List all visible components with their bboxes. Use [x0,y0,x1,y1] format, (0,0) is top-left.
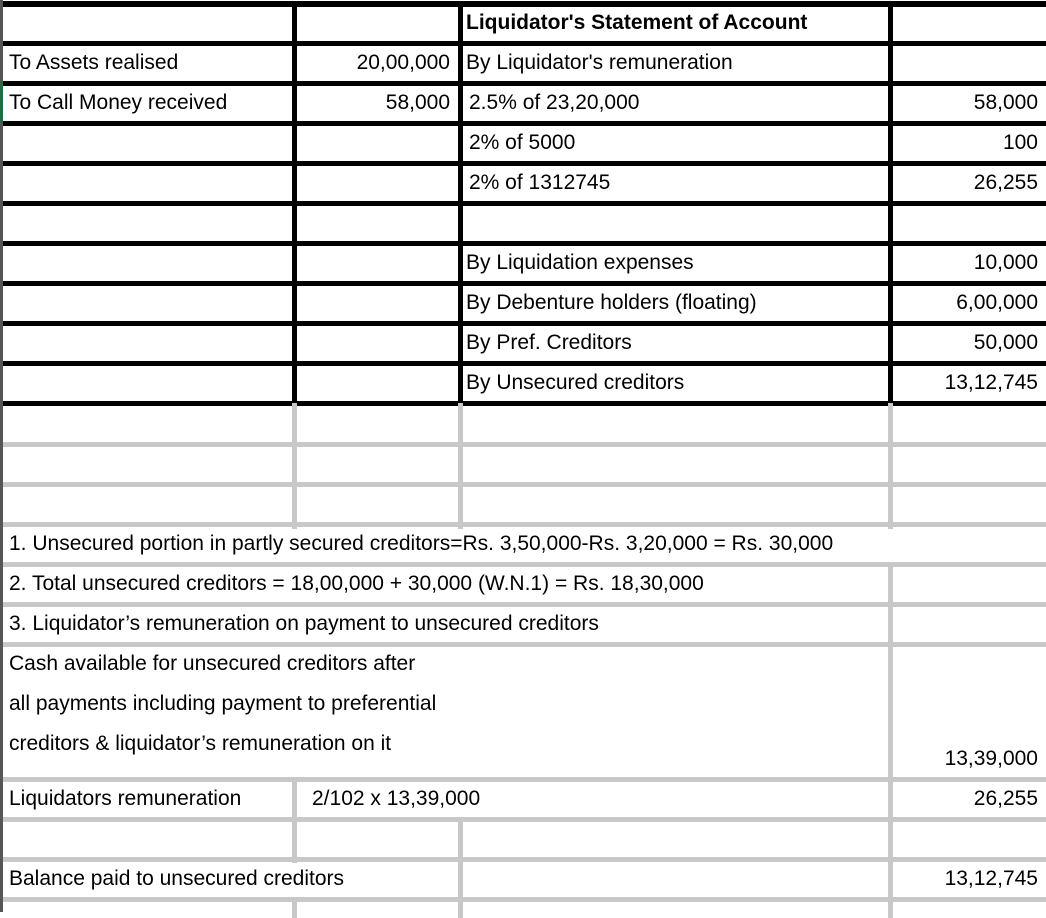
remuneration-formula[interactable]: 2/102 x 13,39,000 [312,787,481,810]
cell-desc[interactable]: 2% of 5000 [469,131,576,154]
gridline [292,897,297,918]
balance-label[interactable]: Balance paid to unsecured creditors [9,867,345,890]
cash-available-line-3: creditors & liquidator’s remuneration on it [9,732,392,755]
working-note-3[interactable]: 3. Liquidator’s remuneration on payment to unsecured creditors [9,612,599,635]
gridline [292,403,297,529]
cash-available-line-1: Cash available for unsecured creditors after [9,652,416,675]
cell-desc[interactable]: By Pref. Creditors [466,331,632,354]
cell-desc[interactable]: By Liquidator's remuneration [466,51,733,74]
cell-value[interactable]: 100 [1002,131,1038,154]
cell-desc[interactable]: 2.5% of 23,20,000 [469,91,640,114]
cell-desc[interactable]: By Debenture holders (floating) [466,291,757,314]
gridline [458,403,463,529]
cell-value[interactable]: 50,000 [973,331,1038,354]
cell-value[interactable]: 6,00,000 [956,291,1038,314]
cell-value[interactable]: 13,12,745 [944,371,1038,394]
cell-label[interactable]: To Assets realised [9,51,179,74]
gridline [888,403,893,529]
cell-desc[interactable]: By Unsecured creditors [466,371,685,394]
cash-available-cell[interactable] [3,644,888,778]
cash-available-value[interactable]: 13,39,000 [944,747,1038,770]
remuneration-value[interactable]: 26,255 [973,787,1038,810]
cell-value[interactable]: 10,000 [973,251,1038,274]
cell-amount[interactable]: 20,00,000 [356,51,450,74]
gridline [292,817,297,863]
cell-desc[interactable]: 2% of 1312745 [469,171,611,194]
remuneration-label[interactable]: Liquidators remuneration [9,787,242,810]
cell-value[interactable]: 26,255 [973,171,1038,194]
gridline [458,817,463,918]
cell-value[interactable]: 58,000 [973,91,1038,114]
working-note-2[interactable]: 2. Total unsecured creditors = 18,00,000 + 30,000 (W.N.1) = Rs. 18,30,000 [9,572,704,595]
cell-desc[interactable]: By Liquidation expenses [466,251,694,274]
balance-value[interactable]: 13,12,745 [944,867,1038,890]
cell-amount[interactable]: 58,000 [385,91,450,114]
cell-label[interactable]: To Call Money received [9,91,228,114]
cash-available-line-2: all payments including payment to preferential [9,692,437,715]
statement-title[interactable]: Liquidator's Statement of Account [466,11,808,34]
working-note-1[interactable]: 1. Unsecured portion in partly secured creditors=Rs. 3,50,000-Rs. 3,20,000 = Rs. 30,000 [9,532,834,555]
